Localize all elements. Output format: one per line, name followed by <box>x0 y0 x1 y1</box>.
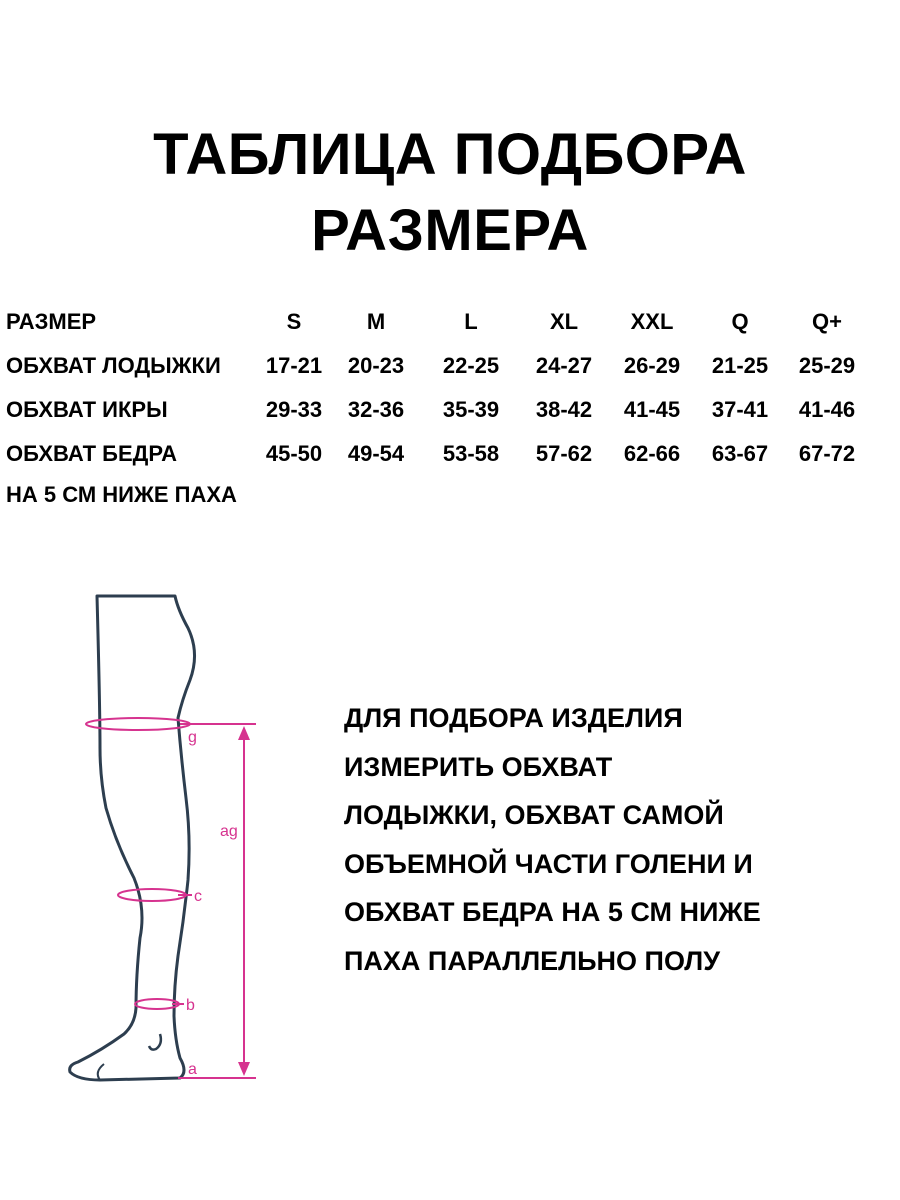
size-m: M <box>366 309 386 334</box>
ag-arrow-head-bottom <box>238 1062 250 1076</box>
instruction-line: ИЗМЕРИТЬ ОБХВАТ <box>344 751 613 782</box>
table-cell: 26-29 <box>623 353 681 378</box>
label-ag: ag <box>220 823 238 840</box>
leg-measurement-diagram <box>60 588 290 1088</box>
toe-line <box>98 1064 104 1080</box>
ag-arrow-head-top <box>238 726 250 740</box>
instruction-line: ЛОДЫЖКИ, ОБХВАТ САМОЙ <box>344 800 724 830</box>
table-cell: 24-27 <box>535 353 593 378</box>
table-cell: 53-58 <box>442 441 500 466</box>
table-cell: 63-67 <box>711 441 769 466</box>
ankle-row <box>6 344 870 388</box>
instruction-line: ДЛЯ ПОДБОРА ИЗДЕЛИЯ <box>344 703 683 733</box>
row-label: ОБХВАТ БЕДРА <box>6 441 177 466</box>
table-cell: 29-33 <box>265 397 323 422</box>
table-cell: 38-42 <box>535 397 593 422</box>
table-cell: 20-23 <box>347 353 405 378</box>
calf-row <box>6 388 870 432</box>
measurement-instructions <box>344 694 864 985</box>
instruction-line: ОБЪЕМНОЙ ЧАСТИ ГОЛЕНИ И <box>344 848 753 879</box>
table-cell: 57-62 <box>535 441 593 466</box>
table-cell: 21-25 <box>711 353 769 378</box>
size-header-label: РАЗМЕР <box>6 309 97 334</box>
table-cell: 17-21 <box>265 353 323 378</box>
size-header-row <box>6 300 870 344</box>
table-cell: 22-25 <box>442 353 500 378</box>
row-label: ОБХВАТ ИКРЫ <box>6 397 168 422</box>
table-cell: 67-72 <box>798 441 856 466</box>
table-cell: 49-54 <box>347 441 405 466</box>
size-s: S <box>286 309 302 334</box>
thigh-note: НА 5 СМ НИЖЕ ПАХА <box>6 482 237 507</box>
size-q: Q <box>731 309 749 334</box>
table-cell: 41-46 <box>798 397 856 422</box>
size-xxl: XXL <box>630 309 674 334</box>
title-line-1: ТАБЛИЦА ПОДБОРА <box>153 121 747 187</box>
table-cell: 35-39 <box>442 397 500 422</box>
label-a: a <box>188 1061 197 1078</box>
instruction-line: ПАХА ПАРАЛЛЕЛЬНО ПОЛУ <box>344 945 721 976</box>
ankle-bone <box>149 1034 161 1050</box>
row-label: ОБХВАТ ЛОДЫЖКИ <box>6 353 221 378</box>
label-b: b <box>186 997 195 1014</box>
size-qplus: Q+ <box>812 309 842 334</box>
table-cell: 37-41 <box>711 397 769 422</box>
title-line-2: РАЗМЕРА <box>311 197 589 263</box>
table-cell: 25-29 <box>798 353 856 378</box>
label-c: c <box>194 888 202 905</box>
size-table <box>6 300 870 476</box>
table-cell: 32-36 <box>347 397 405 422</box>
table-cell: 45-50 <box>265 441 323 466</box>
table-cell: 41-45 <box>623 397 681 422</box>
instruction-line: ОБХВАТ БЕДРА НА 5 СМ НИЖЕ <box>344 897 761 927</box>
label-g: g <box>188 729 197 746</box>
thigh-circumference <box>86 718 190 730</box>
table-cell: 62-66 <box>623 441 681 466</box>
size-l: L <box>464 309 478 334</box>
size-xl: XL <box>549 309 579 334</box>
page-title <box>0 117 900 269</box>
thigh-row <box>6 432 870 476</box>
calf-circumference <box>118 889 186 901</box>
